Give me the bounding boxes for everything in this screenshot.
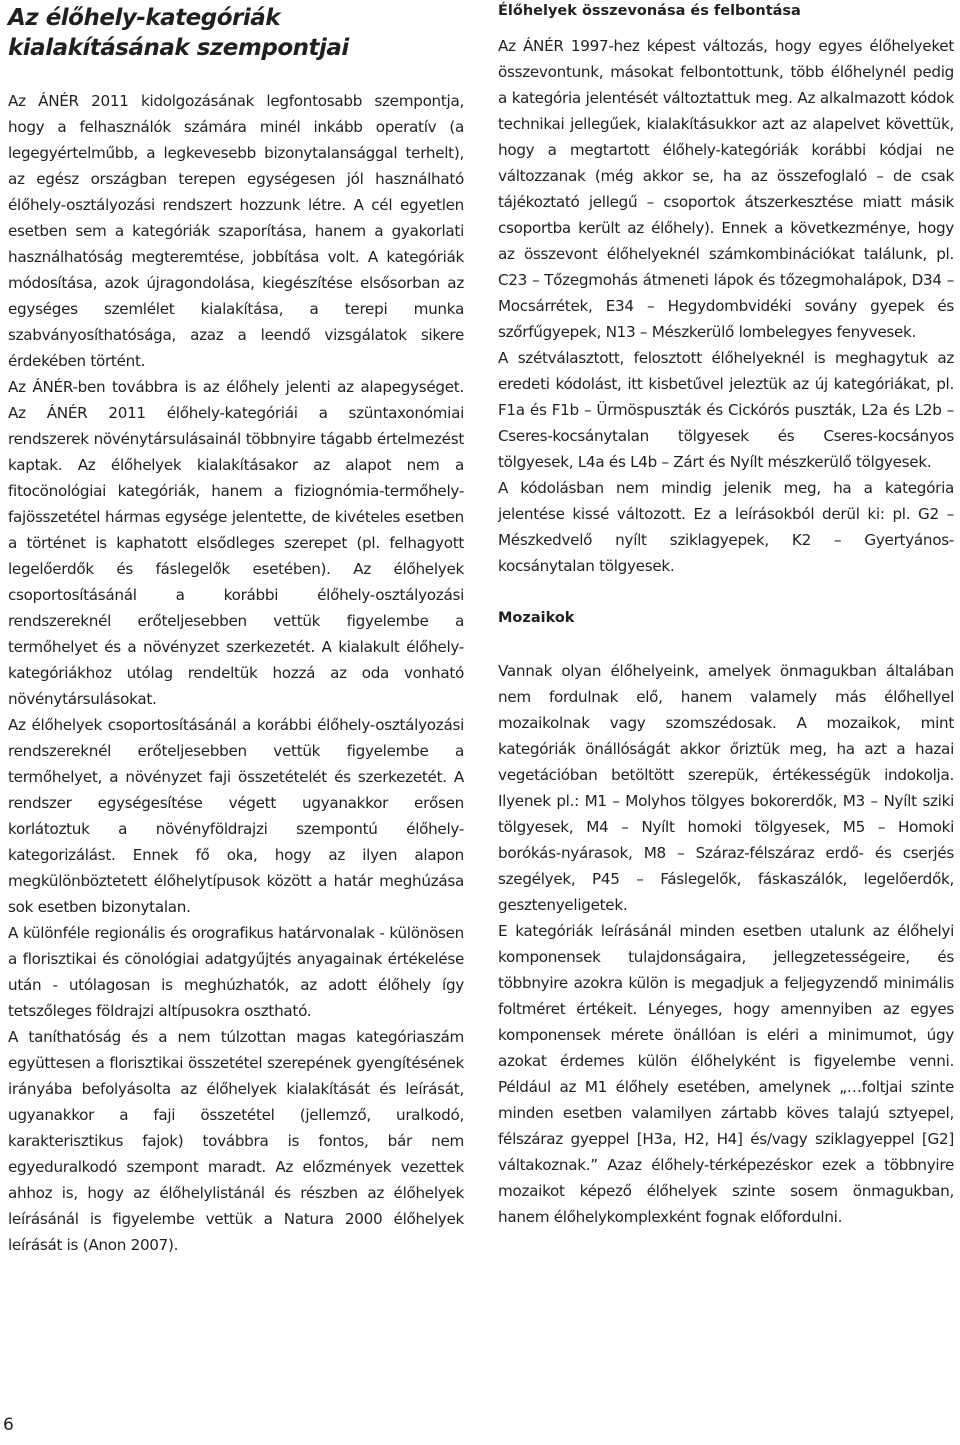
left-column: [8, 0, 464, 1258]
paragraph-regional-boundaries: A különféle regionális és orografikus határvonalak - különösen a florisztikai és cönológiai adatgyűjtés anyagainak értékelése után - utólagosan is meghúzhatók, az adott élőhely így tetszőleges földrajzi altípusokra osztható.: [8, 924, 464, 1020]
right-column: [498, 0, 954, 1230]
paragraph-basic-unit: Az ÁNÉR-ben továbbra is az élőhely jelenti az alapegységet. Az ÁNÉR 2011 élőhely-kategóriái a szüntaxonómiai rendszerek növénytársulásainál többnyire tágabb értelmezést kaptak. Az élőhelyek kialakításakor az alapot nem a fitocönológiai kategóriák, hanem a fiziognómia-termőhely-fajösszetétel hármas egysége jelentette, de kivételes esetben a történet is kaphatott elsődleges szerepet (pl. felhagyott legelőerdők és fáslegelők esetében). Az élőhelyek csoportosításánál a korábbi élőhely-osztályozási rendszereknél erőteljesebben vettük figyelembe a termőhelyet és a növényzet szerkezetét. A kialakult élőhely-kategóriákhoz utólag rendeltük hozzá az oda vonható növénytársulásokat.: [8, 378, 464, 708]
paragraph-mosaics-intro: Vannak olyan élőhelyeink, amelyek önmagukban általában nem fordulnak elő, hanem valamely más élőhellyel mozaikolnak vagy szomszédosak. A mozaikok, mint kategóriák önállóságát akkor őriztük meg, ha azt a hazai vegetációban betöltött szerepük, értékességük indokolja. Ilyenek pl.: M1 – Molyhos tölgyes bokorerdők, M3 – Nyílt sziki tölgyesek, M4 – Nyílt homoki tölgyesek, M5 – Homoki borókás-nyárasok, M8 – Száraz-félszáraz erdő- és cserjés szegélyek, P45 – Fáslegelők, fáskaszálók, legelőerdők, gesztenyeligetek.: [498, 662, 954, 914]
page-title: [8, 3, 464, 63]
paragraph-intro: Az ÁNÉR 2011 kidolgozásának legfontosabb szempontja, hogy a felhasználók számára minél inkább operatív (a legegyértelműbb, a legkevesebb bizonytalansággal terhelt), az egész országban terepen egységesen jól használható élőhely-osztályozási rendszert hozzunk létre. A cél egyetlen esetben sem a kategóriák szaporítása, hanem a gyakorlati használhatóság megteremtése, jobbítása volt. A kategóriák módosítása, azok újragondolása, kiegészítése elsősorban az egységes szemlélet kialakítása, a terepi munka szabványosíthatósága, azaz a leendő vizsgálatok sikere érdekében történt.: [8, 92, 464, 370]
paragraph-separated-habitats: A szétválasztott, felosztott élőhelyeknél is meghagytuk az eredeti kódolást, itt kisbetűvel jeleztük az új kategóriákat, pl. F1a és F1b – Ürmöspuszták és Cickórós puszták, L2a és L2b – Cseres-kocsánytalan tölgyesek és Cseres-kocsányos tölgyesek, L4a és L4b – Zárt és Nyílt mészkerülő tölgyesek.: [498, 349, 954, 471]
title-line-1: Az élőhely-kategóriák: [8, 5, 281, 31]
paragraph-merge-split: Az ÁNÉR 1997-hez képest változás, hogy egyes élőhelyeket összevontunk, másokat felbontottunk, több élőhelynél pedig a kategória jelentését változtattuk meg. Az alkalmazott kódok technikai jellegűek, kialakításukkor azt az alapelvet követtük, hogy a megtartott élőhely-kategóriák korábbi kódjai ne változzanak (még akkor se, ha az összefoglaló – de csak tájékoztató jellegű – csoportok átszerkesztése miatt másik csoportba került az élőhely). Ennek a következménye, hogy az összevont élőhelyeknél számkombinációkat találunk, pl. C23 – Tőzegmohás átmeneti lápok és tőzegmohalápok, D34 – Mocsárrétek, E34 – Hegydombvidéki sovány gyepek és szőrfűgyepek, N13 – Mészkerülő lombelegyes fenyvesek.: [498, 37, 954, 341]
paragraph-grouping: Az élőhelyek csoportosításánál a korábbi élőhely-osztályozási rendszereknél erőteljesebben vettük figyelembe a termőhelyet, a növényzet faji összetételét és szerkezetét. A rendszer egységesítése végett ugyanakkor erősen korlátoztuk a növényföldrajzi szempontú élőhely-kategorizálást. Ennek fő oka, hogy az ilyen alapon megkülönböztetett élőhelytípusok között a határ meghúzása sok esetben bizonytalan.: [8, 716, 464, 916]
section-heading-merge-split: Élőhelyek összevonása és felbontása: [498, 3, 801, 19]
page-number: 6: [3, 1415, 14, 1435]
paragraph-teachability: A taníthatóság és a nem túlzottan magas kategóriaszám együttesen a florisztikai összetétel szerepének gyengítésének irányába befolyásolta az élőhelyek kialakítását és leírását, ugyanakkor a faji összetétel (jellemző, uralkodó, karakterisztikus fajok) továbbra is fontos, bár nem egyeduralkodó szempont maradt. Az előzmények vezettek ahhoz is, hogy az élőhelylistánál és részben az élőhelyek leírásánál is figyelembe vettük a Natura 2000 élőhelyek leírását is (Anon 2007).: [8, 1028, 464, 1254]
title-line-2: kialakításának szempontjai: [8, 35, 349, 61]
section-heading-mosaics: Mozaikok: [498, 610, 575, 626]
paragraph-mosaics-components: E kategóriák leírásánál minden esetben utalunk az élőhelyi komponensek tulajdonságaira, jellegzetességeire, és többnyire azokra külön is megadjuk a feljegyzendő minimális foltméret értékeit. Lényeges, hogy amennyiben az egyes komponensek mérete önállóan is eléri a minimumot, úgy azokat érdemes külön élőhelyként is figyelembe venni. Például az M1 élőhely esetében, amelynek „…foltjai szinte minden esetben valamilyen zártabb köves talajú sztyepel, félszáraz gyeppel [H3a, H2, H4] és/vagy sziklagyeppel [G2] váltakoznak.” Azaz élőhely-térképezéskor ezek a többnyire mozaikot képező élőhelyek szinte sosem önmagukban, hanem élőhelykomplexként fognak előfordulni.: [498, 922, 954, 1226]
paragraph-coding-changes: A kódolásban nem mindig jelenik meg, ha a kategória jelentése kissé változott. Ez a leírásokból derül ki: pl. G2 – Mészkedvelő nyílt sziklagyepek, K2 – Gyertyános-kocsánytalan tölgyesek.: [498, 479, 954, 575]
